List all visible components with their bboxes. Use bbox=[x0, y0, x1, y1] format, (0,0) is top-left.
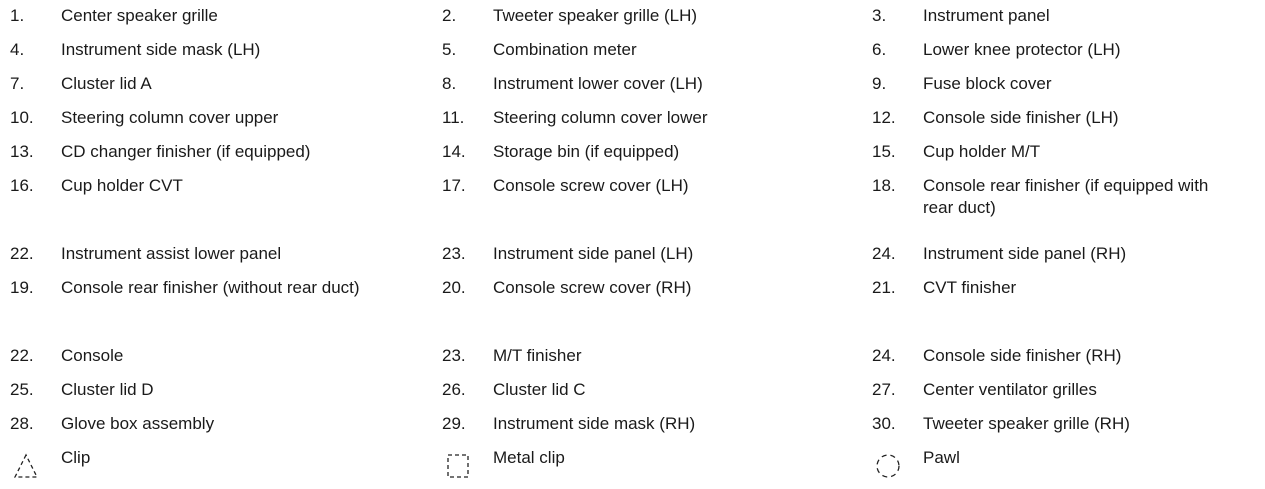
legend-item-label: Tweeter speaker grille (RH) bbox=[923, 414, 1130, 433]
legend-item-number: 26. bbox=[442, 380, 466, 399]
legend-item-label: Cluster lid D bbox=[61, 380, 154, 399]
symbol-legend-item bbox=[12, 447, 212, 483]
legend-item-label: Instrument panel bbox=[923, 6, 1050, 25]
legend-item-number: 1. bbox=[10, 6, 25, 25]
legend-item-label: M/T finisher bbox=[493, 346, 582, 365]
clip-triangle-icon bbox=[12, 451, 40, 481]
legend-item-number: 21. bbox=[872, 278, 896, 297]
legend-item-number: 19. bbox=[10, 278, 34, 297]
legend-item-number: 16. bbox=[10, 176, 34, 195]
legend-item-number: 27. bbox=[872, 380, 896, 399]
legend-item-label: Console side finisher (RH) bbox=[923, 346, 1122, 365]
legend-item-number: 22. bbox=[10, 346, 34, 365]
legend-item-label: Tweeter speaker grille (LH) bbox=[493, 6, 698, 25]
legend-item-label: Console screw cover (RH) bbox=[493, 278, 692, 297]
legend-item bbox=[872, 277, 1260, 325]
legend-item-label: Steering column cover lower bbox=[493, 108, 708, 127]
legend-item-label: Cup holder CVT bbox=[61, 176, 183, 195]
legend-item-number: 18. bbox=[872, 176, 896, 195]
legend-item-label: Steering column cover upper bbox=[61, 108, 279, 127]
legend-item-number: 15. bbox=[872, 142, 896, 161]
legend-item-number: 25. bbox=[10, 380, 34, 399]
legend-item-label: Console side finisher (LH) bbox=[923, 108, 1119, 127]
legend-item-label: Combination meter bbox=[493, 40, 637, 59]
legend-item-number: 13. bbox=[10, 142, 34, 161]
legend-item-label: Fuse block cover bbox=[923, 74, 1052, 93]
legend-item bbox=[872, 175, 1260, 223]
legend-item-label: Instrument assist lower panel bbox=[61, 244, 282, 263]
legend-item-label: CVT finisher bbox=[923, 278, 1017, 297]
legend-item bbox=[442, 175, 862, 223]
legend-item-label: Center speaker grille bbox=[61, 6, 218, 25]
legend-item-number: 28. bbox=[10, 414, 34, 433]
legend-item-number: 2. bbox=[442, 6, 457, 25]
symbol-legend-item bbox=[444, 447, 644, 483]
legend-item-label: Cup holder M/T bbox=[923, 142, 1041, 161]
legend-item-number: 29. bbox=[442, 414, 466, 433]
legend-item-label: Instrument side panel (LH) bbox=[493, 244, 694, 263]
legend-item-number: 7. bbox=[10, 74, 25, 93]
legend-item-number: 11. bbox=[442, 108, 465, 127]
legend-item-label: Instrument side mask (LH) bbox=[61, 40, 261, 59]
legend-item-label: Console bbox=[61, 346, 124, 365]
legend-item-number: 23. bbox=[442, 244, 466, 263]
legend-item-number: 30. bbox=[872, 414, 896, 433]
legend-item-number: 14. bbox=[442, 142, 466, 161]
legend-item-number: 6. bbox=[872, 40, 887, 59]
legend-item-number: 24. bbox=[872, 244, 896, 263]
legend-item-number: 9. bbox=[872, 74, 887, 93]
symbol-legend-label: Metal clip bbox=[493, 448, 565, 467]
legend-item-label: Glove box assembly bbox=[61, 414, 215, 433]
legend-item-number: 10. bbox=[10, 108, 34, 127]
legend-item-label: Console rear finisher (if equipped with rear duct) bbox=[923, 176, 1209, 217]
legend-item bbox=[10, 175, 430, 223]
legend-item-number: 20. bbox=[442, 278, 466, 297]
symbol-legend-item bbox=[874, 447, 1074, 483]
legend-item-number: 24. bbox=[872, 346, 896, 365]
legend-item-label: CD changer finisher (if equipped) bbox=[61, 142, 311, 161]
legend-item bbox=[442, 277, 862, 325]
legend-item-label: Cluster lid A bbox=[61, 74, 152, 93]
legend-item-label: Instrument side mask (RH) bbox=[493, 414, 696, 433]
legend-item-number: 12. bbox=[872, 108, 896, 127]
legend-item-label: Lower knee protector (LH) bbox=[923, 40, 1121, 59]
symbol-legend-label: Pawl bbox=[923, 448, 960, 467]
pawl-circle-icon bbox=[874, 451, 902, 481]
legend-item-number: 22. bbox=[10, 244, 34, 263]
legend-item-label: Instrument side panel (RH) bbox=[923, 244, 1127, 263]
symbol-legend-label: Clip bbox=[61, 448, 91, 467]
legend-item-label: Console rear finisher (without rear duct) bbox=[61, 278, 360, 297]
legend-item-label: Cluster lid C bbox=[493, 380, 586, 399]
legend-item-number: 3. bbox=[872, 6, 887, 25]
legend-item-number: 17. bbox=[442, 176, 466, 195]
legend-item-label: Instrument lower cover (LH) bbox=[493, 74, 703, 93]
legend-item-label: Console screw cover (LH) bbox=[493, 176, 689, 195]
legend-item-number: 4. bbox=[10, 40, 25, 59]
metal-clip-square-icon bbox=[444, 451, 472, 481]
legend-item-number: 8. bbox=[442, 74, 457, 93]
legend-item-number: 5. bbox=[442, 40, 457, 59]
legend-item-label: Center ventilator grilles bbox=[923, 380, 1097, 399]
legend-item-label: Storage bin (if equipped) bbox=[493, 142, 680, 161]
legend-item bbox=[10, 277, 430, 325]
legend-item-number: 23. bbox=[442, 346, 466, 365]
